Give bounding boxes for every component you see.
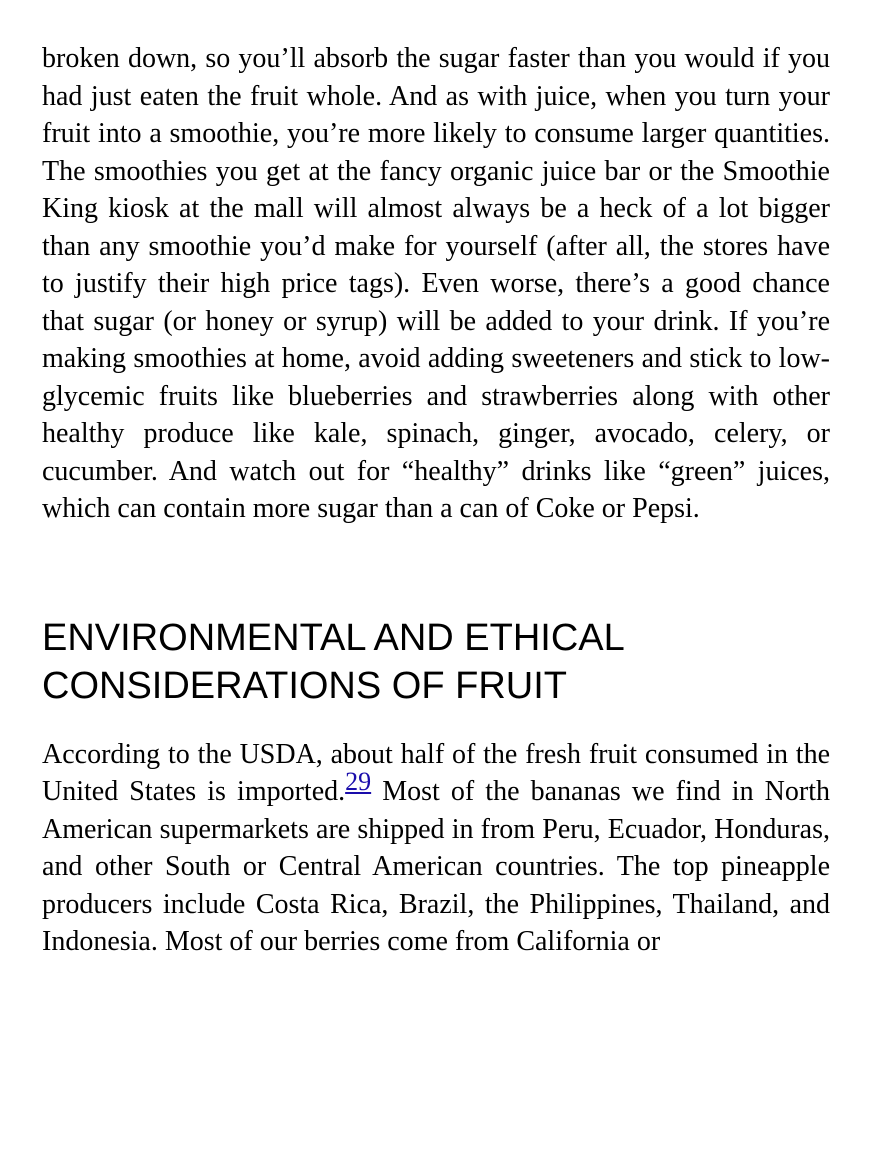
section-heading (42, 614, 830, 710)
paragraph-imports-text-end: Most of the bananas we find in North American supermarkets are shipped in from Peru, Ecuador, Honduras, and other South or Central American countries. The top pineapple producers include Costa Rica, Brazil, the Philippines, Thailand, and Indonesia. Most of our berries come from California or (42, 776, 831, 957)
footnote-link-29[interactable]: 29 (345, 767, 372, 796)
section-heading-line-1: ENVIRONMENTAL AND ETHICAL (42, 616, 625, 659)
paragraph-imports (42, 736, 830, 961)
page-content (42, 40, 830, 961)
paragraph-smoothies: broken down, so you’ll absorb the sugar faster than you would if you had just eaten the fruit whole. And as with juice, when you turn your fruit into a smoothie, you’re more likely to consume larger quantities. The smoothies you get at the fancy organic juice bar or the Smoothie King kiosk at the mall will almost always be a heck of a lot bigger than any smoothie you’d make for yourself (after all, the stores have to justify their high price tags). Even worse, there’s a good chance that sugar (or honey or syrup) will be added to your drink. If you’re making smoothies at home, avoid adding sweeteners and stick to low-glycemic fruits like blueberries and strawberries along with other healthy produce like kale, spinach, ginger, avocado, celery, or cucumber. And watch out for “healthy” drinks like “green” juices, which can contain more sugar than a can of Coke or Pepsi. (42, 43, 830, 524)
paragraph-imports-text-start: According to the USDA, about half of the fresh fruit consumed in the United States is imported. (42, 738, 830, 807)
section-heading-line-2: CONSIDERATIONS OF FRUIT (42, 664, 567, 707)
